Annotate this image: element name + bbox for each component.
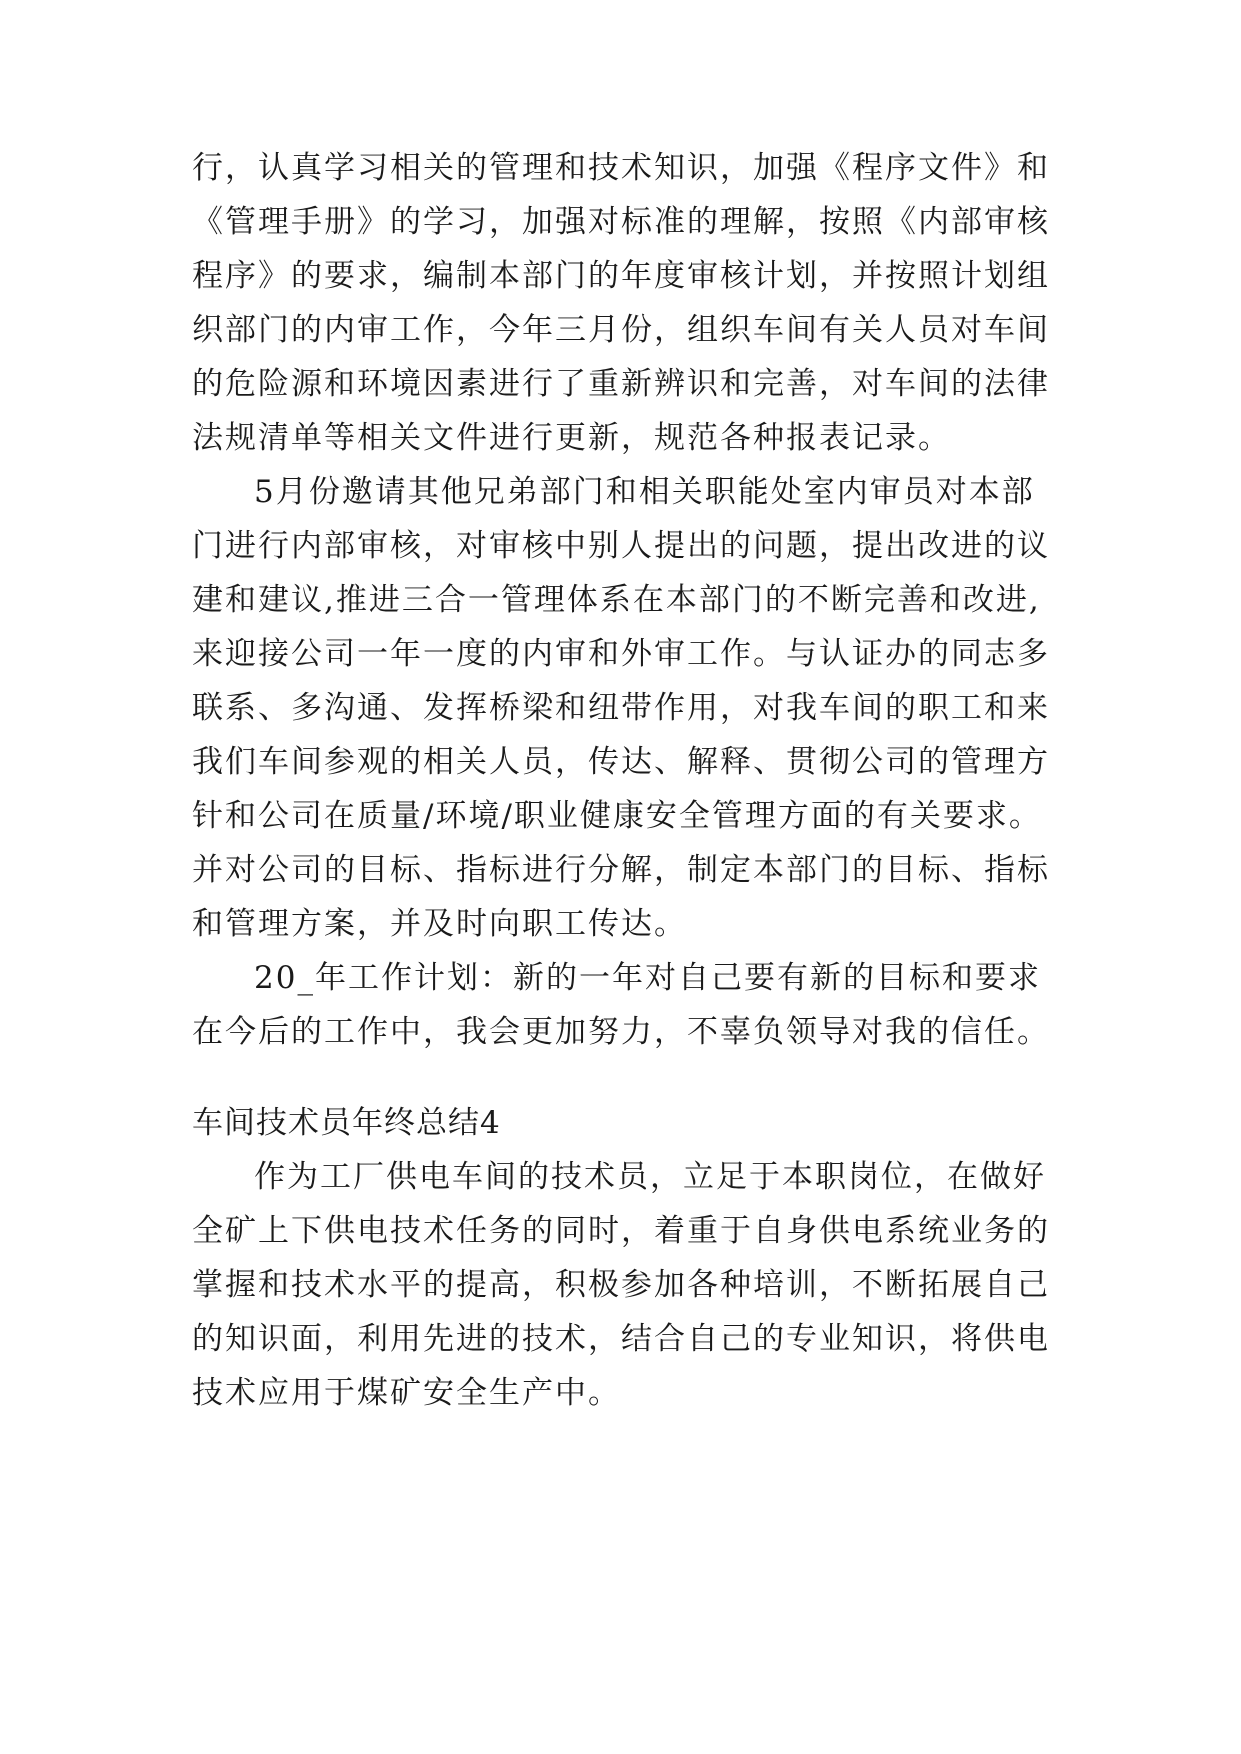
text-line: 5月份邀请其他兄弟部门和相关职能处室内审员对本部 (254, 474, 1035, 510)
text-line: 全矿上下供电技术任务的同时，着重于自身供电系统业务的 (192, 1213, 1050, 1249)
text-line: 来迎接公司一年一度的内审和外审工作。与认证办的同志多 (192, 636, 1050, 672)
section-heading: 车间技术员年终总结4 (192, 1105, 501, 1141)
text-line: 和管理方案，并及时向职工传达。 (192, 906, 687, 942)
text-line: 法规清单等相关文件进行更新，规范各种报表记录。 (192, 420, 951, 456)
text-line: 技术应用于煤矿安全生产中。 (192, 1375, 621, 1411)
text-line: 我们车间参观的相关人员，传达、解释、贯彻公司的管理方 (192, 744, 1050, 780)
text-line: 程序》的要求，编制本部门的年度审核计划，并按照计划组 (192, 258, 1050, 294)
text-line: 门进行内部审核，对审核中别人提出的问题，提出改进的议 (192, 528, 1050, 564)
text-line: 针和公司在质量/环境/职业健康安全管理方面的有关要求。 (192, 798, 1042, 834)
text-line: 在今后的工作中，我会更加努力，不辜负领导对我的信任。 (192, 1014, 1050, 1050)
text-line: 行，认真学习相关的管理和技术知识，加强《程序文件》和 (192, 150, 1050, 186)
text-line: 联系、多沟通、发挥桥梁和纽带作用，对我车间的职工和来 (192, 690, 1050, 726)
text-line: 的危险源和环境因素进行了重新辨识和完善，对车间的法律 (192, 366, 1050, 402)
text-line: 掌握和技术水平的提高，积极参加各种培训，不断拓展自己 (192, 1267, 1050, 1303)
text-line: 建和建议,推进三合一管理体系在本部门的不断完善和改进, (192, 582, 1041, 618)
text-line: 织部门的内审工作，今年三月份，组织车间有关人员对车间 (192, 312, 1050, 348)
text-line: 并对公司的目标、指标进行分解，制定本部门的目标、指标 (192, 852, 1050, 888)
text-line: 作为工厂供电车间的技术员，立足于本职岗位，在做好 (254, 1159, 1046, 1195)
text-line: 的知识面，利用先进的技术，结合自己的专业知识，将供电 (192, 1321, 1050, 1357)
text-line: 20_年工作计划：新的一年对自己要有新的目标和要求 (254, 960, 1041, 996)
text-line: 《管理手册》的学习，加强对标准的理解，按照《内部审核 (192, 204, 1050, 240)
